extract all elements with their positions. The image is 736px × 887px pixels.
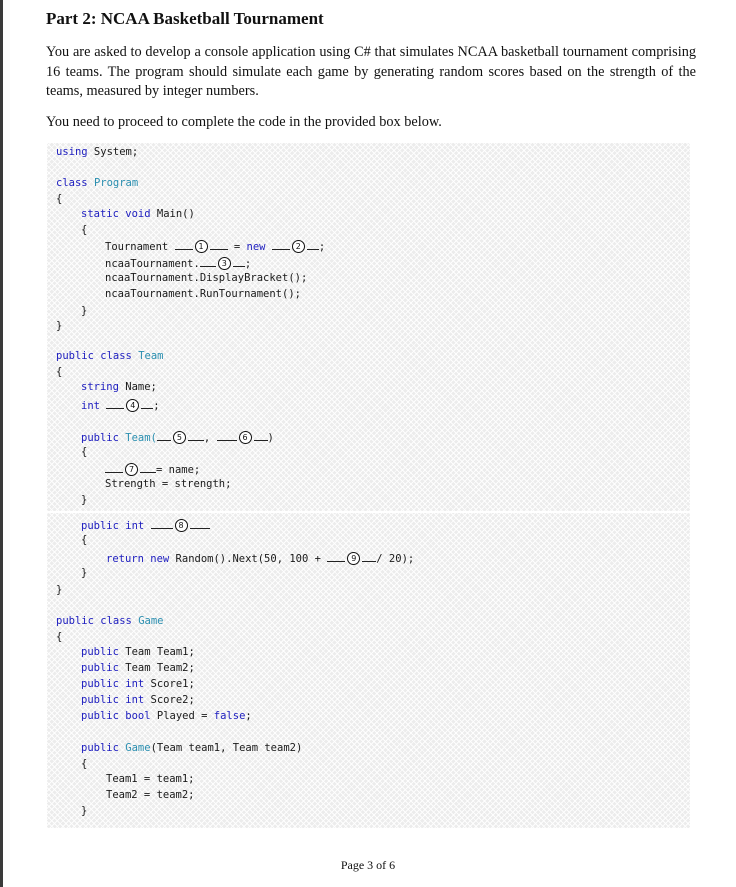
code-brace: } [81, 567, 88, 579]
code-brace: { [81, 446, 88, 458]
code-line-public-int: public int 8 [81, 518, 210, 533]
code-brace: { [81, 758, 88, 770]
code-line-class-team: public class Team [56, 350, 164, 362]
code-line-tournament-decl: Tournament 1 = new 2 ; [105, 241, 326, 253]
blank-4-marker: 4 [126, 399, 139, 412]
code-line-class-game: public class Game [56, 615, 164, 627]
code-brace: } [56, 584, 63, 596]
code-brace: { [81, 224, 88, 236]
code-line-score1-decl: public int Score1; [81, 678, 195, 690]
code-line-name-assign: 7 = name; [105, 462, 200, 477]
blank-6-marker: 6 [239, 431, 252, 444]
code-brace: } [81, 494, 88, 506]
blank-8-marker: 8 [175, 519, 188, 532]
code-line-run-tournament: ncaaTournament.RunTournament(); [105, 288, 301, 300]
code-line-score2-decl: public int Score2; [81, 694, 195, 706]
code-brace: } [81, 805, 88, 817]
code-line-int-field: int 4 ; [81, 400, 160, 412]
code-line-name-field: string Name; [81, 381, 157, 393]
blank-7-marker: 7 [125, 463, 138, 476]
blank-3-marker: 3 [218, 257, 231, 270]
code-line-strength-assign: Strength = strength; [105, 478, 232, 490]
code-line-team2-decl: public Team Team2; [81, 662, 195, 674]
page-heading: Part 2: NCAA Basketball Tournament [46, 9, 324, 28]
instruction-paragraph: You need to proceed to complete the code in the provided box below. [46, 114, 442, 130]
code-line-main: static void Main() [81, 208, 195, 220]
blank-9-marker: 9 [347, 552, 360, 565]
code-brace: { [56, 366, 63, 378]
code-line-played-decl: public bool Played = false; [81, 710, 252, 722]
code-box-divider [47, 511, 690, 513]
page-number: Page 3 of 6 [340, 858, 396, 872]
intro-paragraph: You are asked to develop a console application using C# that simulates NCAA basketball tournament comprising 16 teams. The program should simulate each game by generating random scores based on the strength of the teams, measured by integer numbers. [46, 44, 696, 99]
code-line-team1-decl: public Team Team1; [81, 646, 195, 658]
blank-2-marker: 2 [292, 240, 305, 253]
code-brace: { [56, 193, 63, 205]
code-line-team2-assign: Team2 = team2; [106, 789, 195, 801]
code-line-display-bracket: ncaaTournament.DisplayBracket(); [105, 272, 308, 284]
code-line-game-ctor: public Game(Team team1, Team team2) [81, 742, 303, 754]
code-line-team1-assign: Team1 = team1; [106, 773, 195, 785]
code-brace: } [81, 305, 88, 317]
code-line-using: using System; [56, 146, 139, 158]
code-line-class-program: class Program [56, 177, 139, 189]
blank-1-marker: 1 [195, 240, 208, 253]
blank-5-marker: 5 [173, 431, 186, 444]
code-brace: { [56, 631, 63, 643]
code-line-tournament-call: ncaaTournament. 3 ; [105, 258, 252, 270]
code-brace: } [56, 320, 63, 332]
code-brace: { [81, 534, 88, 546]
page-left-border [0, 0, 3, 887]
code-line-team-ctor: public Team( 5 , 6 ) [81, 432, 274, 444]
code-line-return-random: return new Random().Next(50, 100 + 9 / 20); [106, 553, 415, 565]
